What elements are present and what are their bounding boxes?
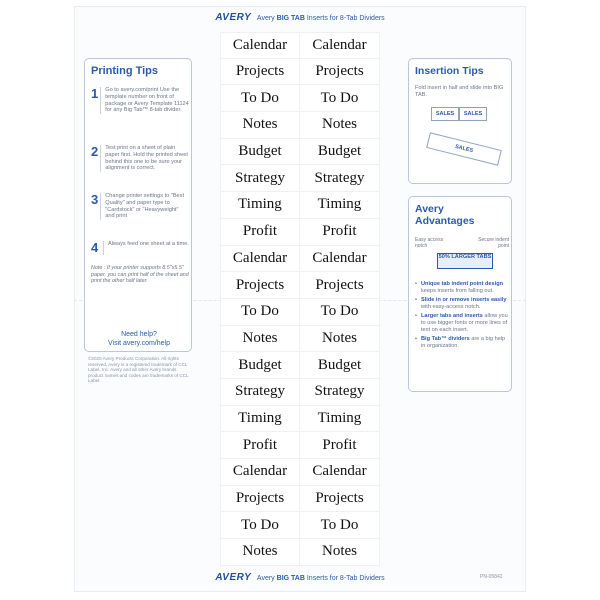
step-1 (91, 87, 189, 114)
avery-advantages-panel (408, 196, 512, 392)
avery-logo: AVERY (215, 12, 252, 23)
printing-tips-title: Printing Tips (91, 65, 159, 77)
advantage-item (415, 313, 509, 333)
advantage-bold: Slide in or remove inserts easily (421, 297, 507, 304)
tab-label: Budget (220, 352, 300, 379)
printing-note: Note : If your printer supports 8.5"x5.5" paper, you can print half of the sheet and print the other half later. (91, 265, 189, 284)
tab-label: Notes (220, 112, 300, 139)
tab-row (220, 272, 380, 299)
advantage-text: with easy-access notch. (421, 303, 481, 310)
sales-insert-in-tab: SALES (454, 143, 474, 155)
advantage-item (415, 336, 509, 349)
advantage-bold: Big Tab™ dividers (421, 336, 470, 343)
advantages-title-line1: Avery (415, 203, 444, 215)
advantage-bold: Larger tabs and inserts (421, 313, 483, 320)
step-number: 2 (91, 144, 99, 159)
step-text: Always feed one sheet at a time. (103, 241, 189, 255)
tab-label: Notes (220, 326, 300, 353)
bottom-header (0, 572, 600, 583)
need-help-heading: Need help? (121, 331, 157, 338)
advantage-text: allow you to use bigger fonts or more lines of text on each insert. (421, 313, 508, 333)
step-number: 3 (91, 192, 99, 207)
tab-row (220, 59, 380, 86)
step-text: Test print on a sheet of plain paper first. Hold the printed sheet behind this one to be sure your alignment is correct. (100, 145, 189, 172)
top-header (0, 12, 600, 23)
tab-label: Calendar (220, 32, 300, 59)
tab-row (220, 539, 380, 566)
tab-label: Notes (220, 539, 300, 566)
tab-label: To Do (300, 299, 380, 326)
tab-label: Profit (300, 432, 380, 459)
step-text: Change printer settings to "Best Quality" and paper type to "Cardstock" or "Heavyweight" and print (100, 193, 189, 220)
tab-row (220, 32, 380, 59)
tab-row (220, 379, 380, 406)
tab-row (220, 219, 380, 246)
tab-label: Calendar (220, 246, 300, 273)
tab-label: Projects (220, 272, 300, 299)
advantage-item (415, 297, 509, 310)
tab-row (220, 165, 380, 192)
tab-label: Budget (300, 139, 380, 166)
header-brand: Avery (256, 575, 275, 582)
tab-row (220, 192, 380, 219)
tab-label: Calendar (220, 459, 300, 486)
tab-row (220, 352, 380, 379)
advantages-title-line2: Advantages (415, 215, 475, 227)
tab-label: Notes (300, 539, 380, 566)
tab-label: To Do (300, 512, 380, 539)
tab-label: Calendar (300, 32, 380, 59)
tab-label: Notes (300, 112, 380, 139)
tab-label: Projects (300, 59, 380, 86)
tab-label: Strategy (220, 165, 300, 192)
advantage-text: are a big help in organization. (421, 336, 506, 349)
tab-label: Projects (300, 486, 380, 513)
insertion-tips-panel (408, 58, 512, 184)
tab-label: Timing (220, 192, 300, 219)
tab-row (220, 299, 380, 326)
tab-label: Profit (220, 219, 300, 246)
tab-row (220, 246, 380, 273)
step-text: Go to avery.com/print Use the template number on front of package or Avery Template 11124 for any Big Tab™ 8-tab divider. (100, 87, 189, 114)
tab-row (220, 85, 380, 112)
secure-indent-label: Secure indent point (478, 237, 509, 249)
header-brand: Avery (256, 15, 275, 22)
advantages-title (415, 203, 475, 227)
fold-instructions: Fold insert in half and slide into BIG TAB. (415, 85, 504, 98)
tab-label: Budget (220, 139, 300, 166)
tab-label: Strategy (300, 379, 380, 406)
printing-tips-panel (84, 58, 192, 352)
tab-label: Timing (220, 406, 300, 433)
header-product: BIG TAB (276, 15, 305, 22)
tab-label: Notes (300, 326, 380, 353)
header-product: BIG TAB (276, 575, 305, 582)
tab-label: Timing (300, 406, 380, 433)
larger-tabs-illustration: 50% LARGER TABS (437, 253, 493, 269)
avery-logo: AVERY (215, 572, 252, 583)
tab-insert-grid (220, 32, 380, 566)
tab-label: Strategy (300, 165, 380, 192)
header-suffix: Inserts for 8-Tab Dividers (306, 575, 385, 582)
tab-row (220, 459, 380, 486)
insertion-tips-title: Insertion Tips (415, 65, 484, 77)
part-number: PN-05842 (480, 574, 503, 580)
tab-label: Timing (300, 192, 380, 219)
tab-label: Projects (300, 272, 380, 299)
step-number: 1 (91, 86, 99, 101)
tab-row (220, 486, 380, 513)
sales-insert-right: SALES (459, 107, 487, 121)
advantage-bold: Unique tab indent point design (421, 281, 504, 287)
tab-row (220, 326, 380, 353)
sales-insert-left: SALES (431, 107, 459, 121)
advantages-list (415, 281, 509, 352)
help-link[interactable]: Visit avery.com/help (108, 340, 170, 347)
tab-label: Budget (300, 352, 380, 379)
divider-tab-illustration (426, 132, 502, 165)
tab-row (220, 139, 380, 166)
tab-row (220, 512, 380, 539)
step-4 (91, 241, 189, 255)
tab-row (220, 406, 380, 433)
tab-label: Profit (300, 219, 380, 246)
easy-access-label: Easy access notch (415, 237, 444, 249)
copyright-text: ©2020 Avery Products Corporation. All rights reserved. Avery is a registered trademark of CCL Label, Inc. Avery and all other Avery brands product names and codes are trademarks of CCL Label. (88, 356, 189, 384)
advantage-item (415, 281, 509, 294)
tab-row (220, 112, 380, 139)
tab-label: Calendar (300, 246, 380, 273)
advantage-text: keeps inserts from falling out. (421, 287, 494, 294)
tab-label: To Do (220, 512, 300, 539)
tab-label: Calendar (300, 459, 380, 486)
tab-row (220, 432, 380, 459)
header-suffix: Inserts for 8-Tab Dividers (306, 15, 385, 22)
step-3 (91, 193, 189, 220)
tab-label: To Do (300, 85, 380, 112)
tab-label: Projects (220, 59, 300, 86)
tab-label: Profit (220, 432, 300, 459)
step-number: 4 (91, 240, 99, 255)
tab-label: Projects (220, 486, 300, 513)
step-2 (91, 145, 189, 172)
tab-label: To Do (220, 85, 300, 112)
tab-label: To Do (220, 299, 300, 326)
tab-label: Strategy (220, 379, 300, 406)
